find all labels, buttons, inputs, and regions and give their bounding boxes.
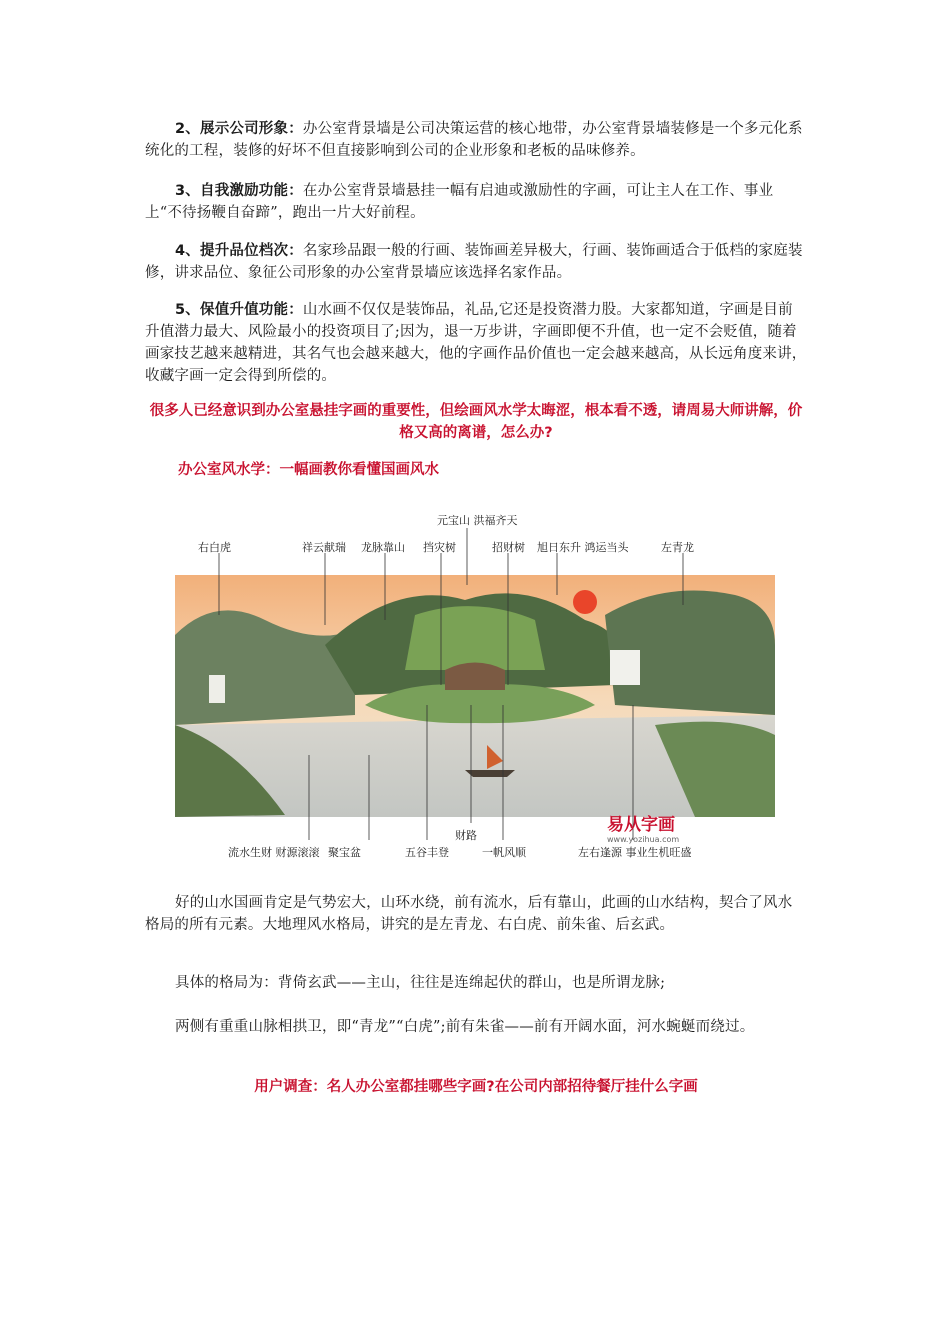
label-wealth-tree: 招财树 [492,541,525,554]
label-rising-sun: 旭日东升 鸿运当头 [537,541,629,554]
label-dragon-vein-mountain: 龙脉靠山 [361,541,405,554]
label-wealth-road: 财路 [455,829,477,842]
paragraph-lead: 2、展示公司形象： [175,121,303,137]
label-disaster-blocking-tree: 挡灾树 [423,541,456,554]
watermark-url: www.yozihua.com [607,835,680,844]
label-yuanbao-mountain: 元宝山 洪福齐天 [437,514,518,527]
paragraph-lead: 5、保值升值功能： [175,302,303,318]
label-flowing-water-wealth: 流水生财 财源滚滚 [228,846,320,859]
highlight-question: 很多人已经意识到办公室悬挂字画的重要性，但绘画风水学太晦涩，根本看不透，请周易大师讲解，价格又高的离谱，怎么办? [149,403,803,441]
landscape-painting [175,575,775,817]
watermark-logo: 易从字画 [607,815,675,835]
paragraph-self-motivation [145,180,807,224]
label-auspicious-clouds: 祥云献瑞 [302,541,346,554]
paragraph-text: 在办公室背景墙悬挂一幅有启迪或激励性的字画，可让主人在工作、事业上“不待扬鞭自奋蹄”，跑出一片大好前程。 [145,183,774,221]
fengshui-painting-figure [175,505,775,865]
paragraph-text: 办公室背景墙是公司决策运营的核心地带，办公室背景墙装修是一个多元化系统化的工程，装修的好坏不但直接影响到公司的企业形象和老板的品味修养。 [145,121,803,159]
paragraph-taste-level [145,240,807,284]
paragraph-value-preservation [145,299,807,387]
paragraph-lead: 4、提升品位档次： [175,243,303,259]
label-green-dragon: 左青龙 [661,541,694,554]
label-treasure-basin: 聚宝盆 [328,846,361,859]
survey-title: 用户调查：名人办公室都挂哪些字画?在公司内部招待餐厅挂什么字画 [254,1079,698,1095]
section-title: 办公室风水学：一幅画教你看懂国画风水 [178,462,439,478]
paragraph-text: 名家珍品跟一般的行画、装饰画差异极大，行画、装饰画适合于低档的家庭装修，讲求品位、象征公司形象的办公室背景墙应该选择名家作品。 [145,243,803,281]
label-five-grains-harvest: 五谷丰登 [405,846,449,859]
label-smooth-sailing: 一帆风顺 [482,846,526,859]
label-white-tiger: 右白虎 [198,541,231,554]
watermark [607,810,679,844]
paragraph-pattern-xuanwu: 具体的格局为：背倚玄武——主山，往往是连绵起伏的群山，也是所谓龙脉; [175,975,666,991]
paragraph-pattern-qinglong-baihu: 两侧有重重山脉相拱卫，即“青龙”“白虎”;前有朱雀——前有开阔水面，河水蜿蜒而绕过。 [175,1019,755,1035]
paragraph-lead: 3、自我激励功能： [175,183,303,199]
paragraph-text: 山水画不仅仅是装饰品，礼品,它还是投资潜力股。大家都知道，字画是目前升值潜力最大、风险最小的投资项目了;因为，退一万步讲，字画即便不升值，也一定不会贬值，随着画家技艺越来越精进，其名气也会越来越大，他的字画作品价值也一定会越来越高，从长远角度来讲，收藏字画一定会得到所偿的。 [145,302,807,384]
paragraph-landscape-structure: 好的山水国画肯定是气势宏大，山环水绕，前有流水，后有靠山，此画的山水结构，契合了风水格局的所有元素。大地理风水格局，讲究的是左青龙、右白虎、前朱雀、后玄武。 [145,895,793,933]
paragraph-company-image [145,118,807,162]
label-success-everywhere: 左右逢源 事业生机旺盛 [578,846,692,859]
